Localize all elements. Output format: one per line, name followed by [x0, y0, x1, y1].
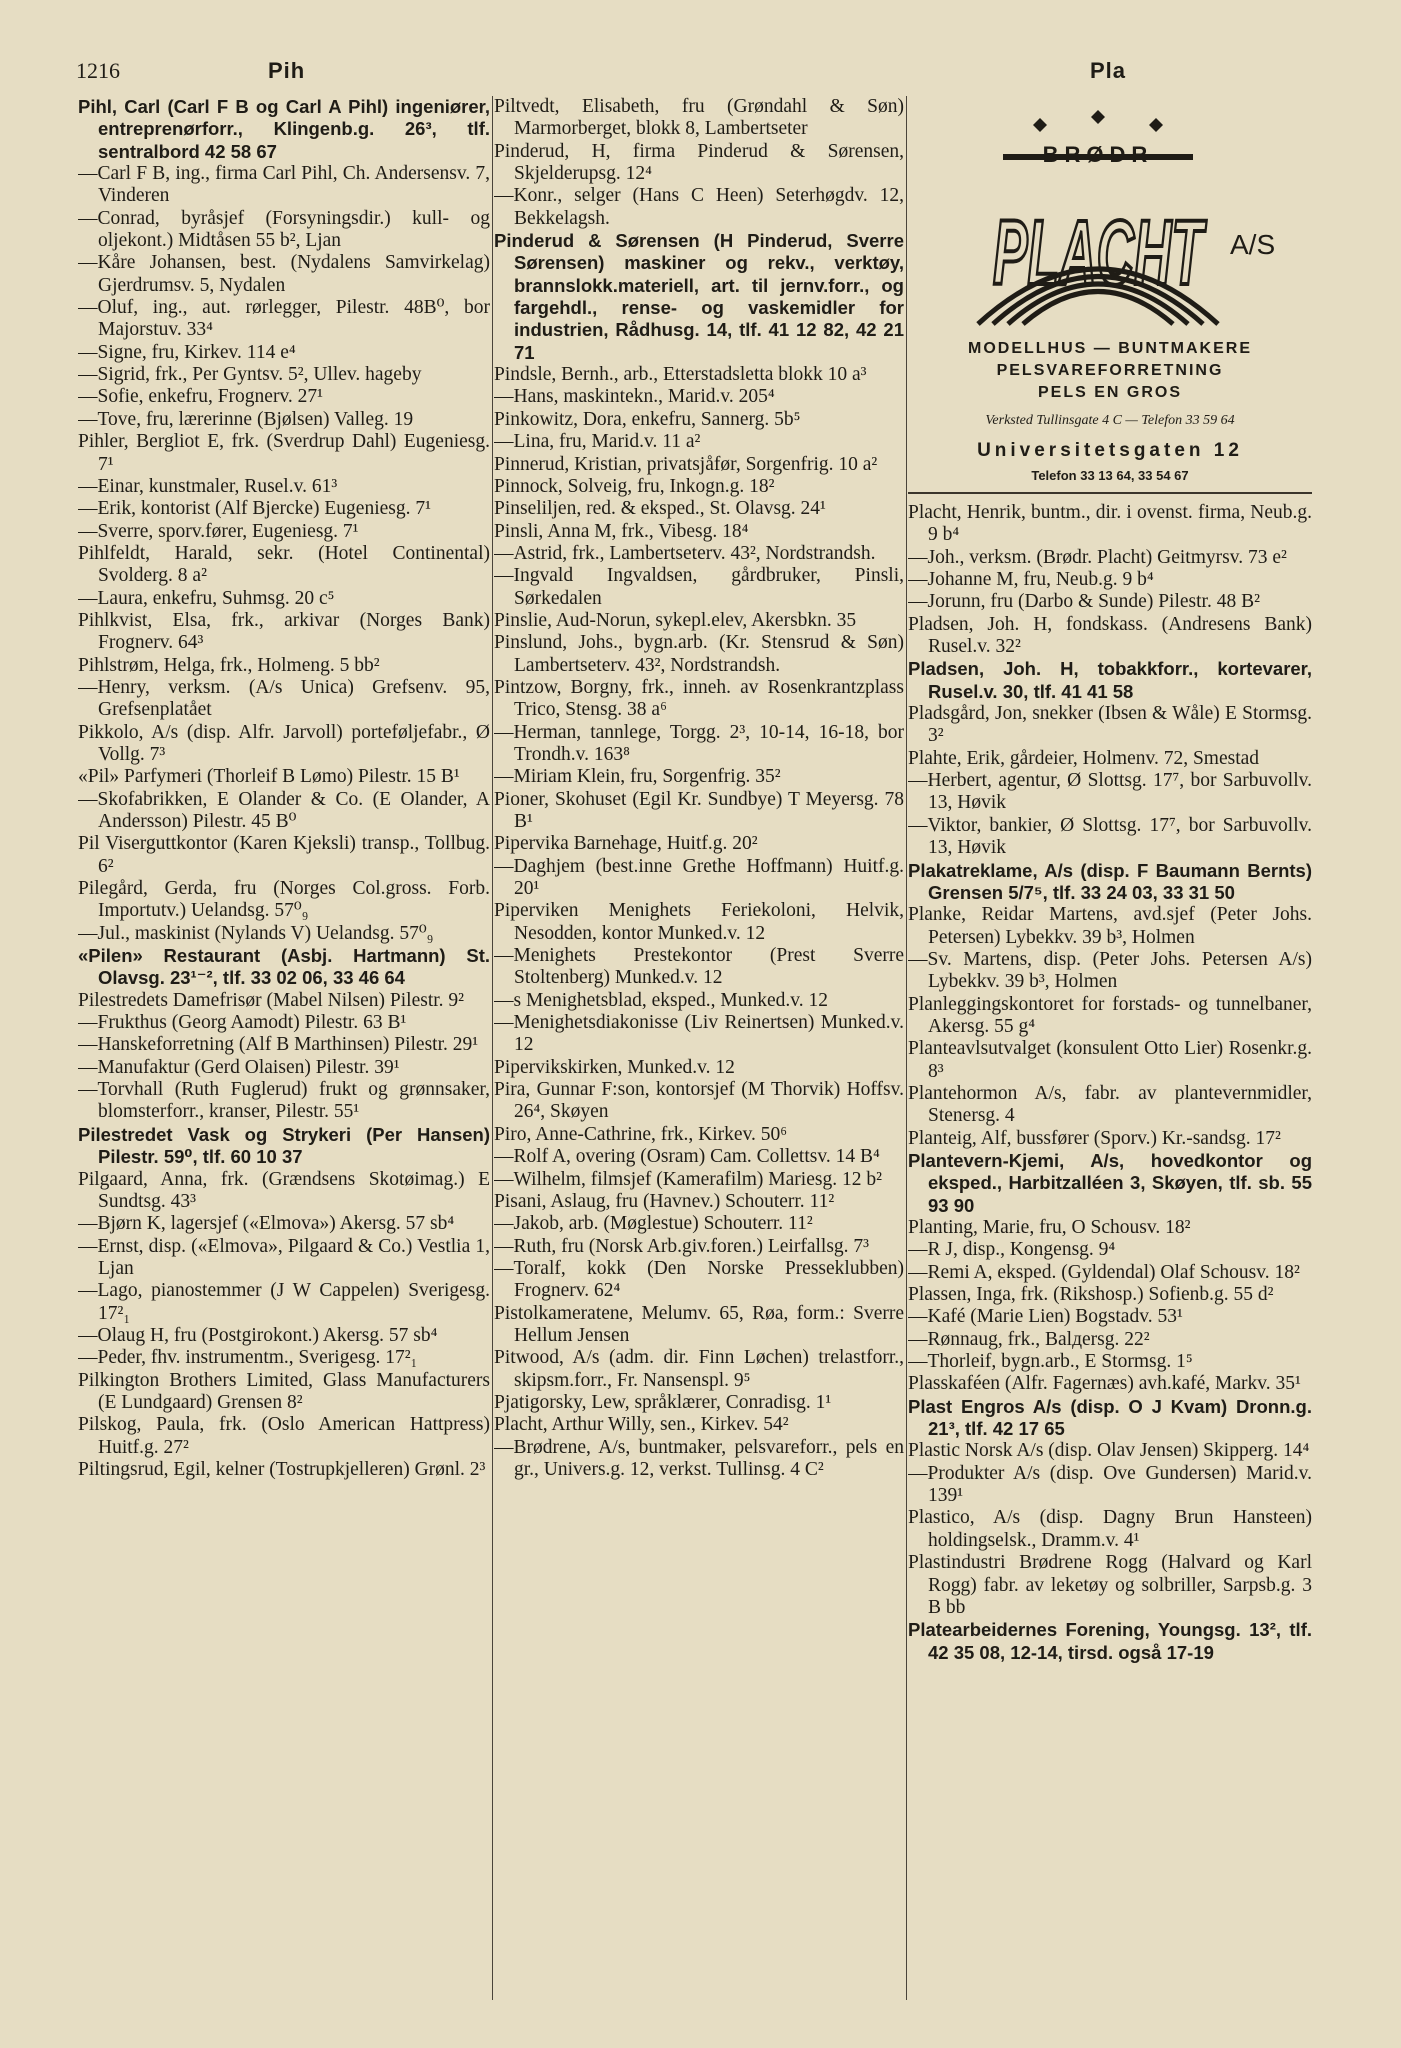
- directory-entry: Pilestredet Vask og Strykeri (Per Hansen) Pilestr. 59⁰, tlf. 60 10 37: [78, 1123, 490, 1168]
- directory-entry: —Lina, fru, Marid.v. 11 a²: [494, 431, 701, 453]
- directory-entry: —Jakob, arb. (Møglestue) Schouterr. 11²: [494, 1213, 813, 1235]
- directory-entry: Pioner, Skohuset (Egil Kr. Sundbye) T Meyersg. 78 B¹: [494, 788, 904, 832]
- column-divider: [906, 96, 907, 2000]
- directory-entry: —Brødrene, A/s, buntmaker, pelsvareforr., pels en gr., Univers.g. 12, verkst. Tullinsg. 4 C²: [494, 1436, 904, 1480]
- directory-entry: —Konr., selger (Hans C Heen) Seterhøgdv. 12, Bekkelagsh.: [494, 185, 904, 229]
- directory-entry: —Wilhelm, filmsjef (Kamerafilm) Mariesg. 12 b²: [494, 1168, 882, 1190]
- directory-entry: Plast Engros A/s (disp. O J Kvam) Dronn.g. 21³, tlf. 42 17 65: [908, 1395, 1312, 1440]
- directory-entry: Pilgaard, Anna, frk. (Grændsens Skotøimag.) E Sundtsg. 43³: [78, 1168, 490, 1212]
- directory-entry: Plastico, A/s (disp. Dagny Brun Hansteen) holdingselsk., Dramm.v. 4¹: [908, 1507, 1312, 1551]
- directory-entry: Pinderud, H, firma Pinderud & Sørensen, Skjelderupsg. 12⁴: [494, 140, 904, 185]
- directory-column-2: [494, 96, 904, 2008]
- directory-entry: Pihlfeldt, Harald, sekr. (Hotel Continental) Svolderg. 8 a²: [78, 542, 490, 587]
- directory-entry: —Miriam Klein, fru, Sorgenfrig. 35²: [494, 766, 781, 788]
- directory-entry: —Remi A, eksped. (Gyldendal) Olaf Schousv. 18²: [908, 1261, 1300, 1283]
- directory-entry: Pitwood, A/s (adm. dir. Finn Løchen) trelastforr., skipsm.forr., Fr. Nansenspl. 9⁵: [494, 1347, 904, 1391]
- directory-entry: —Hanskeforretning (Alf B Marthinsen) Pilestr. 29¹: [78, 1034, 479, 1056]
- diamond-icon: [1149, 118, 1163, 132]
- directory-entry: —Rolf A, overing (Osram) Cam. Collettsv. 14 B⁴: [494, 1146, 880, 1168]
- directory-entry: Plassen, Inga, frk. (Rikshosp.) Sofienb.g. 55 d²: [908, 1284, 1274, 1306]
- directory-entry: Pladsgård, Jon, snekker (Ibsen & Wåle) E Stormsg. 3²: [908, 703, 1312, 747]
- directory-entry: —Henry, verksm. (A/s Unica) Grefsenv. 95, Grefsenplatået: [78, 676, 490, 721]
- ad-line-6: Telefon 33 13 64, 33 54 67: [1031, 468, 1189, 483]
- directory-entry: —Kafé (Marie Lien) Bogstadv. 53¹: [908, 1306, 1183, 1328]
- directory-entry: Pindsle, Bernh., arb., Etterstadsletta blokk 10 a³: [494, 364, 867, 386]
- directory-entry: Pihler, Bergliot E, frk. (Sverdrup Dahl) Eugeniesg. 7¹: [78, 431, 490, 475]
- directory-entry: Pikkolo, A/s (disp. Alfr. Jarvoll) porteføljefabr., Ø Vollg. 7³: [78, 721, 490, 765]
- directory-entry: Piltingsrud, Egil, kelner (Tostrupkjelleren) Grønl. 2³: [78, 1458, 486, 1480]
- diamond-icon: [1091, 110, 1105, 124]
- directory-entry: —Peder, fhv. instrumentm., Sverigesg. 17²₁: [78, 1347, 418, 1369]
- directory-entry: —Signe, fru, Kirkev. 114 e⁴: [78, 341, 296, 363]
- ad-line-3: PELS EN GROS: [1037, 384, 1183, 401]
- directory-entry: —Einar, kunstmaler, Rusel.v. 61³: [78, 475, 338, 497]
- directory-entry: —s Menighetsblad, eksped., Munked.v. 12: [494, 989, 828, 1011]
- left-running-heading: Pih: [268, 58, 306, 83]
- directory-entry: Planteavlsutvalget (konsulent Otto Lier) Rosenkr.g. 8³: [908, 1038, 1312, 1082]
- directory-entry: Planleggingskontoret for forstads- og tunnelbaner, Akersg. 55 g⁴: [908, 993, 1312, 1037]
- directory-column-3-entries: [908, 502, 1312, 1664]
- directory-entry: —R J, disp., Kongensg. 9⁴: [908, 1239, 1116, 1261]
- directory-entry: Pistolkameratene, Melumv. 65, Røa, form.: Sverre Hellum Jensen: [494, 1302, 904, 1346]
- directory-entry: —Jul., maskinist (Nylands V) Uelandsg. 57⁰₉: [78, 922, 434, 944]
- directory-entry: Planteig, Alf, bussfører (Sporv.) Kr.-sandsg. 17²: [908, 1127, 1281, 1149]
- directory-entry: Planke, Reidar Martens, avd.sjef (Peter Johs. Petersen) Lybekkv. 39 b³, Holmen: [908, 904, 1312, 948]
- directory-entry: —Frukthus (Georg Aamodt) Pilestr. 63 B¹: [78, 1012, 407, 1034]
- directory-column-3: [908, 96, 1312, 2008]
- logo-as-text: A/S: [1230, 229, 1276, 260]
- directory-entry: Plantehormon A/s, fabr. av plantevernmidler, Stenersg. 4: [908, 1082, 1312, 1127]
- directory-entry: Platearbeidernes Forening, Youngsg. 13², tlf. 42 35 08, 12-14, tirsd. også 17-19: [908, 1619, 1312, 1663]
- right-running-heading: Pla: [1090, 58, 1127, 83]
- directory-entry: Pihl, Carl (Carl F B og Carl A Pihl) ingeniører, entreprenørforr., Klingenb.g. 26³, tlf. sentralbord 42 58 67: [78, 96, 490, 162]
- directory-entry: —Johanne M, fru, Neub.g. 9 b⁴: [908, 569, 1154, 591]
- directory-entry: —Sofie, enkefru, Frognerv. 27¹: [78, 386, 324, 408]
- directory-entry: Piro, Anne-Cathrine, frk., Kirkev. 50⁶: [494, 1123, 788, 1145]
- directory-entry: —Ruth, fru (Norsk Arb.giv.foren.) Leirfallsg. 7³: [494, 1235, 870, 1257]
- directory-entry: Plastic Norsk A/s (disp. Olav Jensen) Skipperg. 14⁴: [908, 1440, 1310, 1462]
- ad-line-2: PELSVAREFORRETNING: [996, 362, 1224, 379]
- directory-column-1: [78, 96, 490, 2008]
- ad-line-4: Verksted Tullinsgate 4 C — Telefon 33 59 64: [985, 413, 1235, 428]
- directory-entry: —Olaug H, fru (Postgirokont.) Akersg. 57 sb⁴: [78, 1324, 438, 1346]
- directory-entry: —Thorleif, bygn.arb., E Stormsg. 1⁵: [908, 1351, 1193, 1373]
- directory-entry: Pihlstrøm, Helga, frk., Holmeng. 5 bb²: [78, 654, 380, 676]
- directory-entry: —Carl F B, ing., firma Carl Pihl, Ch. Andersensv. 7, Vinderen: [78, 163, 490, 207]
- directory-entry: Planting, Marie, fru, O Schousv. 18²: [908, 1217, 1191, 1238]
- directory-entry: Piltvedt, Elisabeth, fru (Grøndahl & Søn) Marmorberget, blokk 8, Lambertseter: [494, 96, 904, 140]
- directory-entry: —Menighets Prestekontor (Prest Sverre Stoltenberg) Munked.v. 12: [494, 945, 904, 989]
- directory-entry: —Sverre, sporv.fører, Eugeniesg. 7¹: [78, 520, 359, 542]
- directory-entry: Pilkington Brothers Limited, Glass Manufacturers (E Lundgaard) Grensen 8²: [78, 1369, 490, 1413]
- directory-entry: —Jorunn, fru (Darbo & Sunde) Pilestr. 48 B²: [908, 591, 1260, 613]
- directory-entry: —Produkter A/s (disp. Ove Gundersen) Marid.v. 139¹: [908, 1462, 1312, 1507]
- directory-entry: —Torvhall (Ruth Fuglerud) frukt og grønnsaker, blomsterforr., kranser, Pilestr. 55¹: [78, 1079, 490, 1123]
- directory-entry: —Astrid, frk., Lambertseterv. 43², Nordstrandsh.: [494, 542, 876, 564]
- directory-entry: Placht, Arthur Willy, sen., Kirkev. 54²: [494, 1414, 789, 1436]
- directory-entry: Plasskaféen (Alfr. Fagernæs) avh.kafé, Markv. 35¹: [908, 1373, 1301, 1395]
- directory-entry: «Pil» Parfymeri (Thorleif B Lømo) Pilestr. 15 B¹: [78, 766, 460, 788]
- directory-entry: Pladsen, Joh. H, tobakkforr., kortevarer, Rusel.v. 30, tlf. 41 41 58: [908, 658, 1312, 702]
- directory-entry: Pipervikskirken, Munked.v. 12: [494, 1056, 735, 1078]
- directory-entry: —Lago, pianostemmer (J W Cappelen) Sverigesg. 17²₁: [78, 1280, 490, 1324]
- directory-entry: Pladsen, Joh. H, fondskass. (Andresens Bank) Rusel.v. 32²: [908, 613, 1312, 658]
- directory-entry: Pinsli, Anna M, frk., Vibesg. 18⁴: [494, 520, 749, 542]
- directory-entry: Pinslund, Johs., bygn.arb. (Kr. Stensrud & Søn) Lambertseterv. 43², Nordstrandsh.: [494, 632, 904, 676]
- column-divider: [492, 96, 493, 2000]
- directory-entry: Pira, Gunnar F:son, kontorsjef (M Thorvik) Hoffsv. 26⁴, Skøyen: [494, 1079, 904, 1123]
- directory-entry: —Ernst, disp. («Elmova», Pilgaard & Co.) Vestlia 1, Ljan: [78, 1235, 490, 1279]
- ad-line-5: Universitetsgaten 12: [977, 440, 1243, 461]
- logo-placht-text: PLACHT: [993, 202, 1207, 304]
- directory-entry: Pjatigorsky, Lew, språklærer, Conradisg. 1¹: [494, 1391, 832, 1413]
- directory-entry: Pinseliljen, red. & eksped., St. Olavsg. 24¹: [494, 498, 826, 520]
- directory-entry: —Sv. Martens, disp. (Peter Johs. Petersen A/s) Lybekkv. 39 b³, Holmen: [908, 948, 1312, 993]
- directory-entry: Pinslie, Aud-Norun, sykepl.elev, Akersbkn. 35: [494, 609, 857, 631]
- directory-entry: Pinnerud, Kristian, privatsjåfør, Sorgenfrig. 10 a²: [494, 453, 878, 475]
- directory-entry: Plantevern-Kjemi, A/s, hovedkontor og eksped., Harbitzalléen 3, Skøyen, tlf. sb. 55 93 90: [908, 1149, 1312, 1216]
- placht-advertisement: [908, 96, 1312, 494]
- directory-entry: —Kåre Johansen, best. (Nydalens Samvirkelag) Gjerdrumsv. 5, Nydalen: [78, 252, 490, 296]
- directory-entry: —Manufaktur (Gerd Olaisen) Pilestr. 39¹: [78, 1056, 400, 1078]
- directory-entry: Pilegård, Gerda, fru (Norges Col.gross. Forb. Importutv.) Uelandsg. 57⁰₉: [78, 878, 490, 922]
- placht-logo: [948, 104, 1278, 344]
- directory-entry: Pisani, Aslaug, fru (Havnev.) Schouterr. 11²: [494, 1190, 835, 1212]
- directory-entry: Pinnock, Solveig, fru, Inkogn.g. 18²: [494, 475, 775, 497]
- directory-entry: Pipervika Barnehage, Huitf.g. 20²: [494, 833, 758, 855]
- page-number: 1216: [76, 58, 120, 83]
- directory-entry: —Rønnaug, frk., Balдersg. 22²: [908, 1328, 1150, 1350]
- directory-entry: Pintzow, Borgny, frk., inneh. av Rosenkrantzplass Trico, Stensg. 38 a⁶: [494, 676, 904, 721]
- directory-entry: —Ingvald Ingvaldsen, gårdbruker, Pinsli, Sørkedalen: [494, 565, 904, 609]
- directory-entry: —Joh., verksm. (Brødr. Placht) Geitmyrsv. 73 e²: [908, 546, 1287, 568]
- diamond-icon: [1033, 118, 1047, 132]
- directory-entry: Pil Viserguttkontor (Karen Kjeksli) transp., Tollbug. 6²: [78, 833, 490, 877]
- directory-entry: Plakatreklame, A/s (disp. F Baumann Bernts) Grensen 5/7⁵, tlf. 33 24 03, 33 31 50: [908, 859, 1312, 903]
- directory-entry: —Skofabrikken, E Olander & Co. (E Olander, A Andersson) Pilestr. 45 B⁰: [78, 788, 490, 832]
- directory-entry: Pihlkvist, Elsa, frk., arkivar (Norges Bank) Frognerv. 64³: [78, 609, 490, 654]
- directory-entry: —Erik, kontorist (Alf Bjercke) Eugeniesg. 7¹: [78, 498, 431, 520]
- directory-entry: Placht, Henrik, buntm., dir. i ovenst. firma, Neub.g. 9 b⁴: [908, 502, 1312, 546]
- directory-entry: —Hans, maskintekn., Marid.v. 205⁴: [494, 386, 775, 408]
- directory-entry: «Pilen» Restaurant (Asbj. Hartmann) St. Olavsg. 23¹⁻², tlf. 33 02 06, 33 46 64: [78, 945, 490, 989]
- directory-entry: Piperviken Menighets Feriekoloni, Helvik, Nesodden, kontor Munked.v. 12: [494, 900, 904, 944]
- directory-entry: Pinderud & Sørensen (H Pinderud, Sverre Sørensen) maskiner og rekv., verktøy, brannslokk.materiell, art. til jernv.forr., og fargehdl., rense- og vaskemidler for industrien, Rådhusg. 14, tlf. 41 12 82, 42 21 71: [494, 230, 904, 363]
- directory-entry: —Menighetsdiakonisse (Liv Reinertsen) Munked.v. 12: [494, 1012, 904, 1056]
- directory-entry: —Herman, tannlege, Torgg. 2³, 10-14, 16-18, bor Trondh.v. 163⁸: [494, 721, 904, 765]
- directory-entry: Pinkowitz, Dora, enkefru, Sannerg. 5b⁵: [494, 408, 801, 430]
- directory-entry: —Herbert, agentur, Ø Slottsg. 17⁷, bor Sarbuvollv. 13, Høvik: [908, 770, 1312, 814]
- directory-entry: —Tove, fru, lærerinne (Bjølsen) Valleg. 19: [78, 408, 414, 430]
- directory-entry: Pilskog, Paula, frk. (Oslo American Hattpress) Huitf.g. 27²: [78, 1414, 490, 1458]
- directory-entry: Plahte, Erik, gårdeier, Holmenv. 72, Smestad: [908, 747, 1260, 769]
- directory-entry: —Conrad, byråsjef (Forsyningsdir.) kull- og oljekont.) Midtåsen 55 b², Ljan: [78, 207, 490, 252]
- directory-entry: Pilestredets Damefrisør (Mabel Nilsen) Pilestr. 9²: [78, 989, 465, 1011]
- ad-line-1: MODELLHUS — BUNTMAKERE: [968, 340, 1252, 357]
- directory-entry: —Oluf, ing., aut. rørlegger, Pilestr. 48B⁰, bor Majorstuv. 33⁴: [78, 297, 490, 341]
- directory-entry: —Laura, enkefru, Suhmsg. 20 c⁵: [78, 587, 335, 609]
- directory-entry: —Bjørn K, lagersjef («Elmova») Akersg. 57 sb⁴: [78, 1213, 455, 1235]
- directory-entry: Plastindustri Brødrene Rogg (Halvard og Karl Rogg) fabr. av leketøy og solbriller, Sarpsb.g. 3 B bb: [908, 1552, 1312, 1618]
- directory-entry: —Sigrid, frk., Per Gyntsv. 5², Ullev. hageby: [78, 364, 422, 386]
- directory-entry: —Viktor, bankier, Ø Slottsg. 17⁷, bor Sarbuvollv. 13, Høvik: [908, 814, 1312, 859]
- directory-entry: —Toralf, kokk (Den Norske Presseklubben) Frognerv. 62⁴: [494, 1257, 904, 1302]
- directory-entry: —Daghjem (best.inne Grethe Hoffmann) Huitf.g. 20¹: [494, 855, 904, 900]
